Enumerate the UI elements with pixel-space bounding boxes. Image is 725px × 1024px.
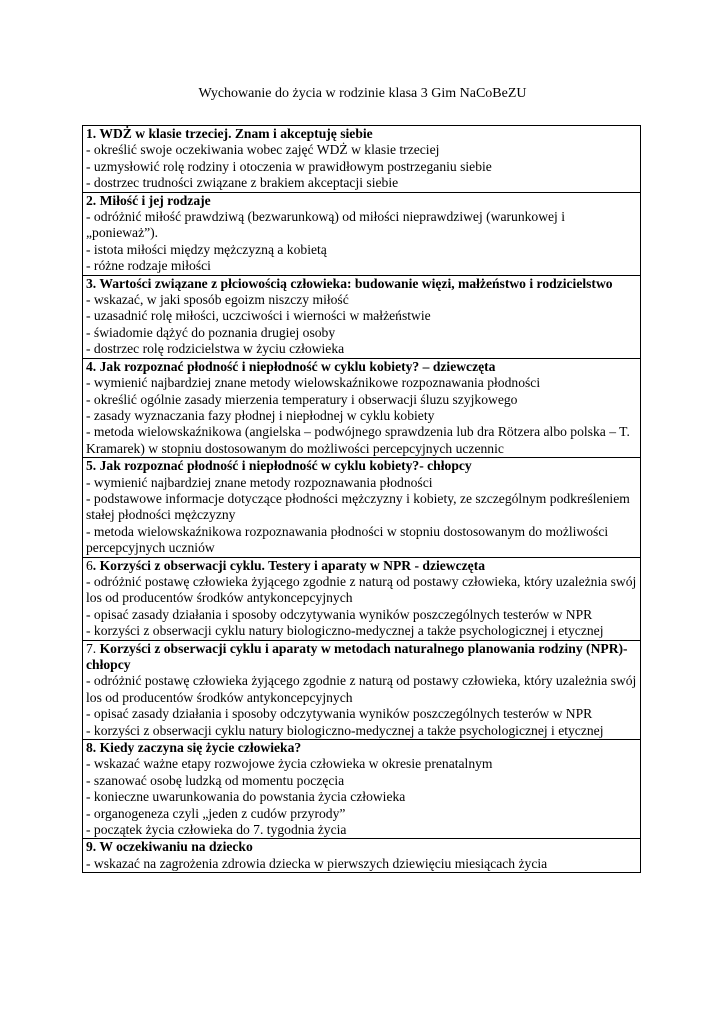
section-heading-text: 3. Wartości związane z płciowością człowieka: budowanie więzi, małżeństwo i rodzicielstwo	[86, 275, 613, 291]
section-item: - wskazać, w jaki sposób egoizm niszczy miłość	[86, 292, 349, 308]
section-item: - zasady wyznaczania fazy płodnej i niepłodnej w cyklu kobiety	[86, 407, 435, 423]
section-item: - wskazać na zagrożenia zdrowia dziecka w pierwszych dziewięciu miesiącach życia	[86, 855, 548, 871]
section-item: - metoda wielowskaźnikowa (angielska – podwójnego sprawdzenia lub dra Rötzera albo polska – T. Kramarek) w stopniu dostosowanym do możliwości percepcyjnych uczennic	[86, 424, 630, 456]
section-item: - początek życia człowieka do 7. tygodnia życia	[86, 822, 347, 838]
section-heading-text: 8. Kiedy zaczyna się życie człowieka?	[86, 740, 302, 756]
section-item: - odróżnić miłość prawdziwą (bezwarunkową) od miłości nieprawdziwej (warunkowej i „ponieważ”).	[86, 209, 566, 241]
section-row	[83, 557, 641, 640]
section-heading	[86, 193, 637, 209]
section-heading	[86, 126, 637, 142]
section-heading-text: 9. W oczekiwaniu na dziecko	[86, 839, 253, 855]
section-heading	[86, 458, 637, 474]
section-row	[83, 275, 641, 358]
section-item: - wymienić najbardziej znane metody rozpoznawania płodności	[86, 474, 433, 490]
section-row	[83, 358, 641, 457]
section-heading-text: 2. Miłość i jej rodzaje	[86, 192, 211, 208]
section-item: - wskazać ważne etapy rozwojowe życia człowieka w okresie prenatalnym	[86, 756, 493, 772]
section-item: - uzasadnić rolę miłości, uczciwości i wierności w małżeństwie	[86, 308, 431, 324]
section-row	[83, 839, 641, 873]
section-item: - organogeneza czyli „jeden z cudów przyrody”	[86, 805, 346, 821]
section-heading-text: 1. WDŻ w klasie trzeciej. Znam i akceptuję siebie	[86, 126, 373, 141]
section-cell	[83, 275, 641, 358]
section-item: - wymienić najbardziej znane metody wielowskaźnikowe rozpoznawania płodności	[86, 375, 541, 391]
section-heading-text: 4. Jak rozpoznać płodność i niepłodność w cyklu kobiety? – dziewczęta	[86, 358, 496, 374]
section-item: - konieczne uwarunkowania do powstania życia człowieka	[86, 789, 406, 805]
section-cell	[83, 126, 641, 193]
document-title: Wychowanie do życia w rodzinie klasa 3 Gim NaCoBeZU	[198, 86, 527, 101]
section-cell	[83, 458, 641, 557]
section-heading	[86, 740, 637, 756]
section-item: - metoda wielowskaźnikowa rozpoznawania płodności w stopniu dostosowanym do możliwości percepcyjnych uczniów	[86, 523, 609, 556]
section-row	[83, 640, 641, 739]
section-heading-text: . Korzyści z obserwacji cyklu. Testery i aparaty w NPR - dziewczęta	[92, 557, 486, 573]
syllabus-table	[82, 125, 641, 873]
section-item: - określić ogólnie zasady mierzenia temperatury i obserwacji śluzu szyjkowego	[86, 391, 518, 407]
section-row	[83, 126, 641, 193]
section-item: - korzyści z obserwacji cyklu natury biologiczno-medycznej a także psychologicznej i etycznej	[86, 722, 604, 738]
section-row	[83, 740, 641, 839]
section-cell	[83, 358, 641, 457]
section-cell	[83, 640, 641, 739]
section-item: - dostrzec rolę rodzicielstwa w życiu człowieka	[86, 341, 345, 357]
section-heading	[86, 558, 637, 574]
section-number: 7.	[86, 640, 100, 656]
section-heading	[86, 276, 637, 292]
section-item: - korzyści z obserwacji cyklu natury biologiczno-medycznej a także psychologicznej i etycznej	[86, 623, 604, 639]
section-item: - odróżnić postawę człowieka żyjącego zgodnie z naturą od postawy człowieka, który uzależnia swój los od producentów środków antykoncepcyjnych	[86, 573, 637, 606]
section-cell	[83, 557, 641, 640]
section-item: - istota miłości między mężczyzną a kobietą	[86, 241, 327, 257]
section-item: - świadomie dążyć do poznania drugiej osoby	[86, 324, 336, 340]
section-heading-text: 5. Jak rozpoznać płodność i niepłodność w cyklu kobiety?- chłopcy	[86, 458, 472, 474]
section-item: - opisać zasady działania i sposoby odczytywania wyników poszczególnych testerów w NPR	[86, 706, 593, 722]
section-item: - podstawowe informacje dotyczące płodności mężczyzny i kobiety, ze szczególnym podkreśleniem stałej płodności mężczyzny	[86, 490, 630, 523]
section-row	[83, 192, 641, 275]
section-item: - szanować osobę ludzką od momentu poczęcia	[86, 772, 345, 788]
section-heading	[86, 839, 637, 855]
section-heading	[86, 641, 637, 674]
section-number: 6	[86, 557, 93, 573]
section-cell	[83, 740, 641, 839]
section-heading-text: Korzyści z obserwacji cyklu i aparaty w metodach naturalnego planowania rodziny (NPR)- chłopcy	[86, 640, 628, 672]
section-heading	[86, 359, 637, 375]
section-row	[83, 458, 641, 557]
section-item: - opisać zasady działania i sposoby odczytywania wyników poszczególnych testerów w NPR	[86, 606, 593, 622]
section-item: - określić swoje oczekiwania wobec zajęć WDŻ w klasie trzeciej	[86, 142, 440, 158]
section-item: - uzmysłowić rolę rodziny i otoczenia w prawidłowym postrzeganiu siebie	[86, 158, 492, 174]
section-cell	[83, 839, 641, 873]
syllabus-table-body	[83, 126, 641, 873]
section-item: - odróżnić postawę człowieka żyjącego zgodnie z naturą od postawy człowieka, który uzależnia swój los od producentów środków antykoncepcyjnych	[86, 673, 637, 705]
section-item: - różne rodzaje miłości	[86, 258, 211, 274]
section-item: - dostrzec trudności związane z brakiem akceptacji siebie	[86, 175, 399, 191]
section-cell	[83, 192, 641, 275]
